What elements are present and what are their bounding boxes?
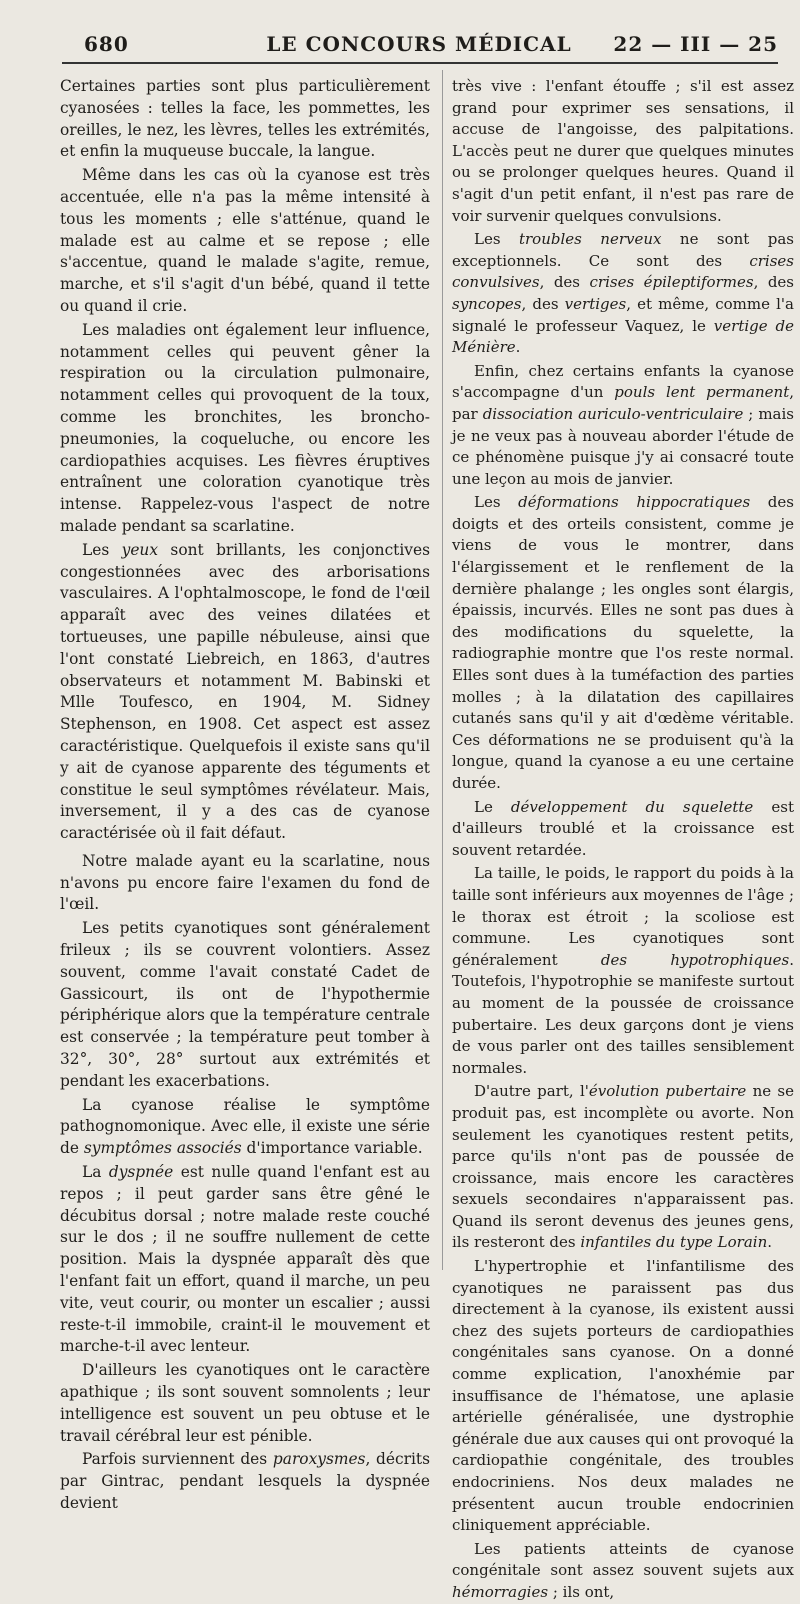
right-column xyxy=(452,76,794,1604)
paragraph: Les troubles nerveux ne sont pas exceptionnels. Ce sont des crises convulsives, des crises épileptiformes, des syncopes, des vertiges, et même, comme l'a signalé le professeur Vaquez, le vertige de Ménière. xyxy=(452,230,795,357)
paragraph: Les déformations hippocratiques des doigts et des orteils consistent, comme je viens de vous le montrer, dans l'élargissement et le renflement de la dernière phalange ; les ongles sont élargis, épaissis, incurvés. Elles ne sont pas dues à des modifications du squelette, la radiographie montre que l'os reste normal. Elles sont dues à la tuméfaction des parties molles ; à la dilatation des capillaires cutanés sans qu'il y ait d'œdème véritable. Ces déformations ne se produisent qu'à la longue, quand la cyanose a eu une certaine durée. xyxy=(452,493,794,792)
journal-title: LE CONCOURS MÉDICAL xyxy=(266,32,572,56)
paragraph: D'autre part, l'évolution pubertaire ne se produit pas, est incomplète ou avorte. Non seulement les cyanotiques restent petits, parce qu'ils n'ont pas de poussée de croissance, mais encore les caractères sexuels secondaires n'apparaissent pas. Quand ils seront devenus des jeunes gens, ils resteront des infantiles du type Lorain. xyxy=(452,1082,794,1252)
page-number: 680 xyxy=(84,32,129,56)
paragraph: D'ailleurs les cyanotiques ont le caractère apathique ; ils sont souvent somnolents ; leur intelligence est souvent un peu obtuse et le travail cérébral leur est pénible. xyxy=(60,1361,430,1445)
paragraph: La taille, le poids, le rapport du poids à la taille sont inférieurs aux moyennes de l'âge ; le thorax est étroit ; la scoliose est commune. Les cyanotiques sont généralement des hypotrophiques. Toutefois, l'hypotrophie se manifeste surtout au moment de la poussée de croissance pubertaire. Les deux garçons dont je viens de vous parler ont des tailles sensiblement normales. xyxy=(452,864,794,1077)
paragraph: Les yeux sont brillants, les conjonctives congestionnées avec des arborisations vasculaires. A l'ophtalmoscope, le fond de l'œil apparaît avec des veines dilatées et tortueuses, une papille nébuleuse, ainsi que l'ont constaté Liebreich, en 1863, d'autres observateurs et notamment M. Babinski et Mlle Toufesco, en 1904, M. Sidney Stephenson, en 1908. Cet aspect est assez caractéristique. Quelquefois il existe sans qu'il y ait de cyanose apparente des téguments et constitue le seul symptômes révélateur. Mais, inversement, il y a des cas de cyanose caractérisée où il fait défaut. xyxy=(60,540,430,843)
paragraph: Les patients atteints de cyanose congénitale sont assez souvent sujets aux hémorragies ; ils ont, xyxy=(452,1539,794,1601)
paragraph: Les petits cyanotiques sont généralement frileux ; ils se couvrent volontiers. Assez souvent, comme l'avait constaté Cadet de Gassicourt, ils ont de l'hypothermie périphérique alors que la température centrale est conservée ; la température peut tomber à 32°, 30°, 28° surtout aux extrémités et pendant les exacerbations. xyxy=(60,919,430,1090)
paragraph: La dyspnée est nulle quand l'enfant est au repos ; il peut garder sans être gêné le décubitus dorsal ; notre malade reste couché sur le dos ; il ne souffre nullement de cette position. Mais la dyspnée apparaît dès que l'enfant fait un effort, quand il marche, un peu vite, veut courir, ou monter un escalier ; aussi reste-t-il immobile, craint-il le mouvement et marche-t-il avec lenteur. xyxy=(60,1163,430,1356)
header-rule xyxy=(62,62,778,64)
paragraph: très vive : l'enfant étouffe ; s'il est assez grand pour exprimer ses sensations, il accuse de l'angoisse, des palpitations. L'accès peut ne durer que quelques minutes ou se prolonger quelques heures. Quand il s'agit d'un petit enfant, il n'est pas rare de voir survenir quelques convulsions. xyxy=(452,77,794,225)
paragraph: Certaines parties sont plus particulièrement cyanosées : telles la face, les pommettes, les oreilles, le nez, les lèvres, telles les extrémités, et enfin la muqueuse buccale, la langue. xyxy=(60,77,430,161)
paragraph: Même dans les cas où la cyanose est très accentuée, elle n'a pas la même intensité à tous les moments ; elle s'atténue, quand le malade est au calme et se repose ; elle s'accentue, quand le malade s'agite, remue, marche, et s'il s'agit d'un bébé, quand il tette ou quand il crie. xyxy=(60,166,430,315)
paragraph: Les maladies ont également leur influence, notamment celles qui peuvent gêner la respiration ou la circulation pulmonaire, notamment celles qui provoquent de la toux, comme les bronchites, les broncho-pneumonies, la coqueluche, ou encore les cardiopathies acquises. Les fièvres éruptives entraînent une coloration cyanotique très intense. Rappelez-vous l'aspect de notre malade pendant sa scarlatine. xyxy=(60,320,430,535)
paragraph: Le développement du squelette est d'ailleurs troublé et la croissance est souvent retardée. xyxy=(452,797,794,859)
paragraph: Enfin, chez certains enfants la cyanose s'accompagne d'un pouls lent permanent, par dissociation auriculo-ventriculaire ; mais je ne veux pas à nouveau aborder l'étude de ce phénomène puisque j'y ai consacré toute une leçon au mois de janvier. xyxy=(452,361,795,488)
paragraph: Parfois surviennent des paroxysmes, décrits par Gintrac, pendant lesquels la dyspnée devient xyxy=(60,1450,431,1512)
left-column xyxy=(60,76,430,1515)
column-divider xyxy=(442,70,443,1270)
paragraph: L'hypertrophie et l'infantilisme des cyanotiques ne paraissent pas dus directement à la cyanose, ils existent aussi chez des sujets porteurs de cardiopathies congénitales sans cyanose. On a donné comme explication, l'anoxhémie par insuffisance de l'hématose, une aplasie artérielle généralisée, une dystrophie générale due aux causes qui ont provoqué la cardiopathie congénitale, des troubles endocriniens. Nos deux malades ne présentent aucun trouble endocrinien cliniquement appréciable. xyxy=(452,1257,794,1535)
issue-date: 22 — III — 25 xyxy=(613,32,778,56)
paragraph: La cyanose réalise le symptôme pathognomonique. Avec elle, il existe une série de symptômes associés d'importance variable. xyxy=(60,1095,430,1158)
page-header xyxy=(60,30,778,60)
paragraph: Notre malade ayant eu la scarlatine, nous n'avons pu encore faire l'examen du fond de l'œil. xyxy=(60,851,430,914)
